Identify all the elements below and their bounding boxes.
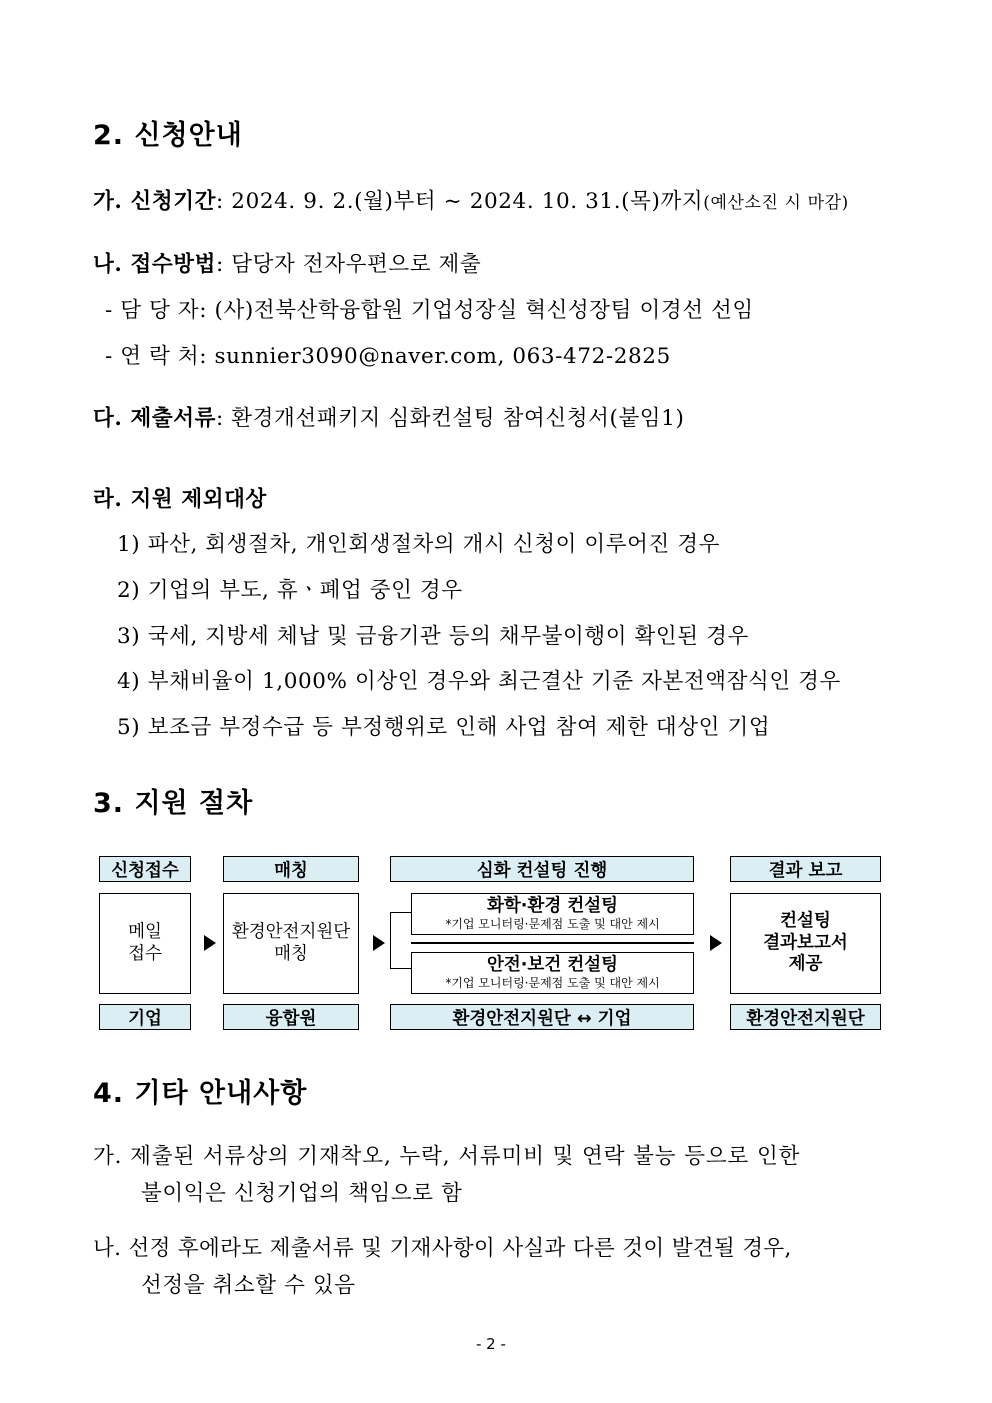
contact-info: - 연 락 처: sunnier3090@naver.com, 063-472-2825 bbox=[105, 344, 671, 369]
submission-method-text: : 담당자 전자우편으로 제출 bbox=[216, 252, 482, 277]
sub-title: 화학·환경 컨설팅 bbox=[486, 895, 619, 916]
stage-body-line: 매칭 bbox=[274, 943, 308, 964]
notice-ga-line1: 가. 제출된 서류상의 기재착오, 누락, 서류미비 및 연락 불능 등으로 인한 bbox=[93, 1144, 801, 1169]
stage-footer: 융합원 bbox=[223, 1004, 359, 1030]
submission-method bbox=[93, 247, 481, 278]
exclusion-title: 라. 지원 제외대상 bbox=[93, 487, 267, 512]
application-period-note: (예산소진 시 마감) bbox=[703, 193, 849, 213]
submission-documents bbox=[93, 401, 684, 432]
exclusion-item: 3) 국세, 지방세 체납 및 금융기관 등의 채무불이행이 확인된 경우 bbox=[117, 624, 749, 649]
section4-title: 4. 기타 안내사항 bbox=[93, 1078, 308, 1109]
stage-footer: 기업 bbox=[99, 1004, 191, 1030]
exclusion-item: 5) 보조금 부정수급 등 부정행위로 인해 사업 참여 제한 대상인 기업 bbox=[117, 715, 771, 740]
stage-footer: 환경안전지원단 bbox=[730, 1004, 881, 1030]
exclusion-item: 4) 부채비율이 1,000% 이상인 경우와 최근결산 기준 자본전액잠식인 경우 bbox=[117, 669, 841, 694]
application-period bbox=[93, 184, 849, 215]
sub-title: 안전·보건 컨설팅 bbox=[486, 954, 619, 975]
section2-title: 2. 신청안내 bbox=[93, 120, 243, 151]
stage-header: 심화 컨설팅 진행 bbox=[390, 856, 694, 882]
stage-body-line: 결과보고서 bbox=[763, 932, 848, 953]
stage-header: 매칭 bbox=[223, 856, 359, 882]
sub-box-chemical-env bbox=[411, 893, 694, 935]
bracket-connector bbox=[390, 912, 411, 969]
stage-body-line: 접수 bbox=[128, 943, 162, 964]
flow-arrow-icon bbox=[204, 935, 216, 951]
submission-documents-text: : 환경개선패키지 심화컨설팅 참여신청서(붙임1) bbox=[216, 406, 685, 431]
stage-box-application bbox=[99, 893, 191, 994]
submission-method-label: 나. 접수방법 bbox=[93, 252, 217, 277]
notice-ga-line2: 불이익은 신청기업의 책임으로 함 bbox=[141, 1181, 463, 1206]
stage-header: 신청접수 bbox=[99, 856, 191, 882]
stage-header: 결과 보고 bbox=[730, 856, 881, 882]
stage-box-report bbox=[730, 893, 881, 994]
stage-body-line: 제공 bbox=[788, 954, 823, 975]
section3-title: 3. 지원 절차 bbox=[93, 788, 254, 819]
sub-note: *기업 모니터링·문제점 도출 및 대안 제시 bbox=[445, 917, 660, 932]
exclusion-item: 2) 기업의 부도, 휴ㆍ폐업 중인 경우 bbox=[117, 578, 463, 603]
application-period-label: 가. 신청기간 bbox=[93, 189, 217, 214]
page-number: - 2 - bbox=[476, 1335, 506, 1353]
center-divider bbox=[411, 942, 694, 944]
stage-footer: 환경안전지원단 ↔ 기업 bbox=[390, 1004, 694, 1030]
application-period-text: : 2024. 9. 2.(월)부터 ~ 2024. 10. 31.(목)까지 bbox=[216, 189, 704, 214]
stage-body-line: 컨설팅 bbox=[780, 910, 831, 931]
notice-na-line1: 나. 선정 후에라도 제출서류 및 기재사항이 사실과 다른 것이 발견될 경우, bbox=[93, 1236, 792, 1261]
sub-box-safety-health bbox=[411, 952, 694, 994]
flow-arrow-icon bbox=[710, 935, 722, 951]
flow-arrow-icon bbox=[373, 935, 385, 951]
stage-box-matching bbox=[223, 893, 359, 994]
contact-person: - 담 당 자: (사)전북산학융합원 기업성장실 혁신성장팀 이경선 선임 bbox=[105, 298, 754, 323]
stage-body-line: 메일 bbox=[128, 921, 162, 942]
notice-na-line2: 선정을 취소할 수 있음 bbox=[141, 1273, 356, 1298]
sub-note: *기업 모니터링·문제점 도출 및 대안 제시 bbox=[445, 976, 660, 991]
stage-body-line: 환경안전지원단 bbox=[231, 921, 351, 942]
exclusion-item: 1) 파산, 회생절차, 개인회생절차의 개시 신청이 이루어진 경우 bbox=[117, 532, 721, 557]
submission-documents-label: 다. 제출서류 bbox=[93, 406, 217, 431]
